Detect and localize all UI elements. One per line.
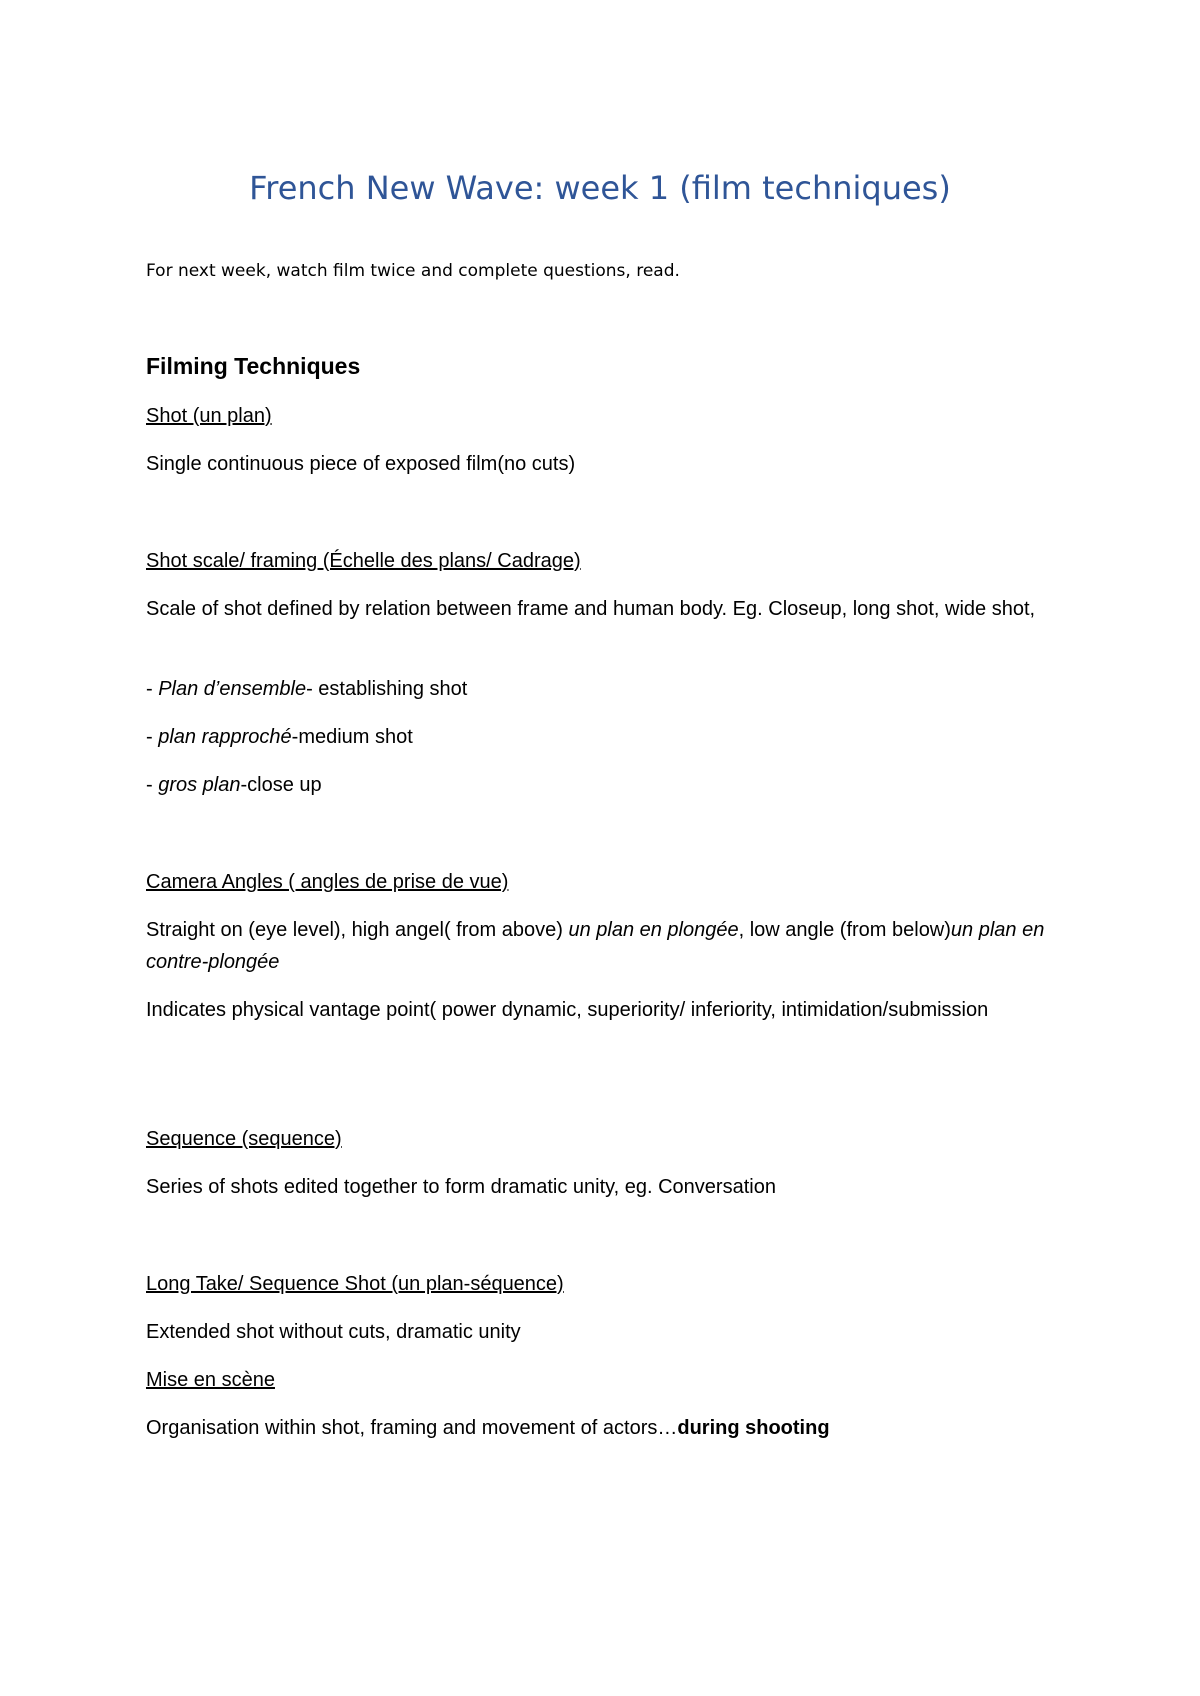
shot-term: Shot (un plan) [146,405,272,427]
mise-en-scene-text: Organisation within shot, framing and movement of actors… [146,1417,678,1439]
long-take-definition: Extended shot without cuts, dramatic unity [146,1321,521,1343]
item-french: gros plan [158,774,241,796]
sequence-term: Sequence (sequence) [146,1128,342,1150]
item-english: -medium shot [291,726,413,748]
long-take-term: Long Take/ Sequence Shot (un plan-séquence) [146,1273,564,1295]
item-prefix: - [146,726,159,748]
item-prefix: - [146,774,159,796]
shot-scale-definition: Scale of shot defined by relation between frame and human body. Eg. Closeup, long shot, wide shot, [146,598,1036,620]
sequence-definition: Series of shots edited together to form dramatic unity, eg. Conversation [146,1176,776,1198]
mise-en-scene-definition [146,1412,1066,1444]
shot-scale-item [146,673,1066,705]
angles-french-low: un plan en contre-plongée [146,919,1045,973]
document-title: French New Wave: week 1 (film techniques) [249,169,951,207]
shot-scale-item [146,769,1066,801]
item-french: Plan d’ensemble [158,678,307,700]
camera-angles-line2: Indicates physical vantage point( power dynamic, superiority/ inferiority, intimidation/submission [146,999,989,1021]
item-english: -close up [240,774,322,796]
shot-definition: Single continuous piece of exposed film(no cuts) [146,453,576,475]
camera-angles-term: Camera Angles ( angles de prise de vue) [146,871,509,893]
mise-en-scene-emphasis: during shooting [677,1417,830,1439]
mise-en-scene-term: Mise en scène [146,1369,275,1391]
intro-text: For next week, watch film twice and complete questions, read. [146,261,680,281]
item-english: - establishing shot [306,678,468,700]
shot-scale-item [146,721,1066,753]
item-french: plan rapproché [158,726,292,748]
angles-text-a: Straight on (eye level), high angel( from above) [146,919,569,941]
item-prefix: - [146,678,159,700]
shot-scale-term: Shot scale/ framing (Échelle des plans/ Cadrage) [146,550,581,572]
section-heading: Filming Techniques [146,353,361,379]
angles-text-c: , low angle (from below) [738,919,951,941]
camera-angles-line1 [146,914,1066,978]
angles-french-high: un plan en plongée [568,919,739,941]
